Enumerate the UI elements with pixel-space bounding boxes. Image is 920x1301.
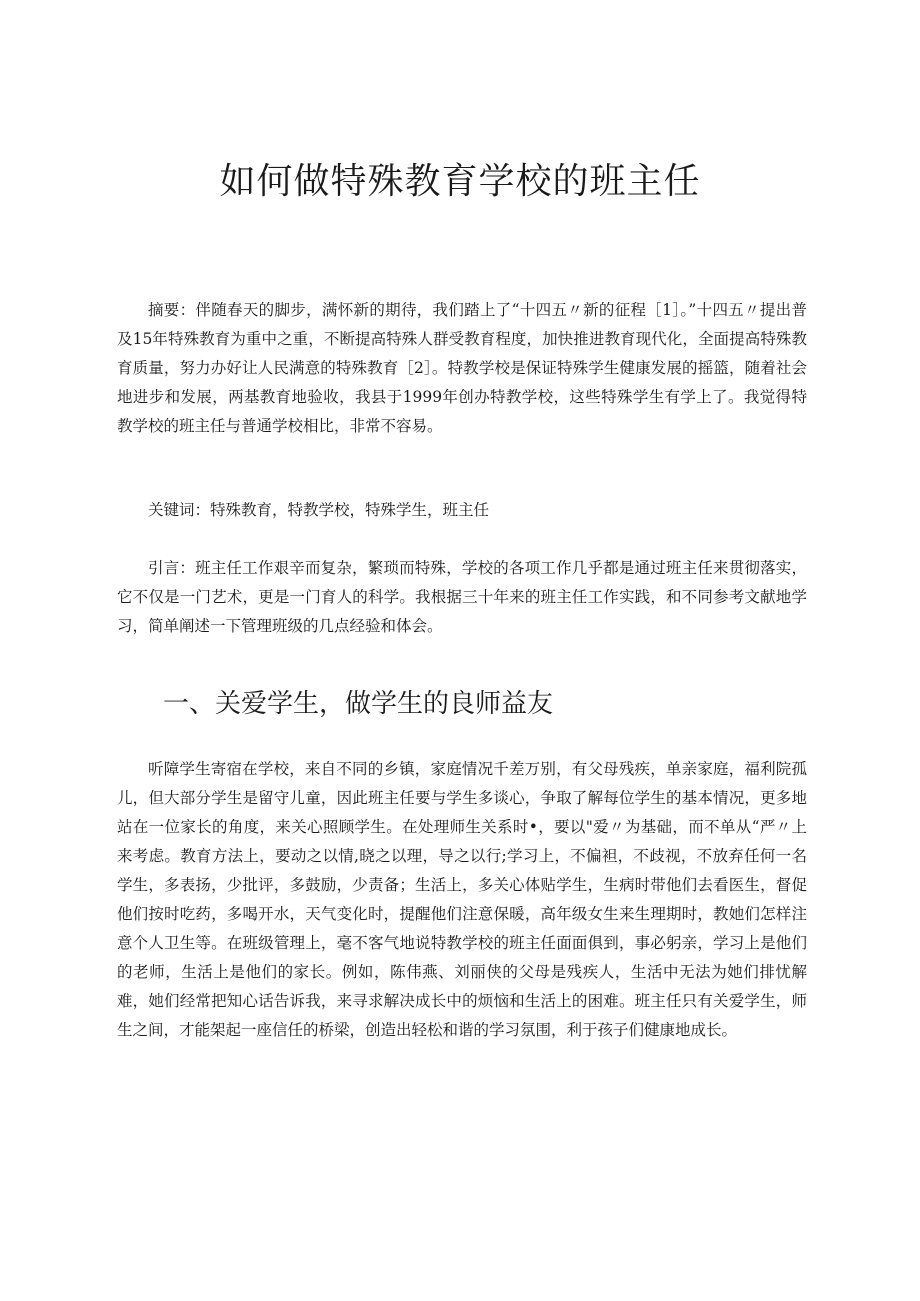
section-heading-1: 一、关爱学生，做学生的良师益友: [163, 689, 554, 719]
abstract-paragraph: 摘要：伴随春天的脚步，满怀新的期待，我们踏上了“十四五〃新的征程［1］。”十四五〃提出普及15年特殊教育为重中之重，不断提高特殊人群受教育程度，加快推进教育现代化，全面提高特殊教育质量，努力办好让人民满意的特殊教育［2］。特教学校是保证特殊学生健康发展的摇篮，随着社会地进步和发展，两基教育地验收，我县于1999年创办特教学校，这些特殊学生有学上了。我觉得特教学校的班主任与普通学校相比，非常不容易。: [117, 301, 807, 435]
keywords-paragraph: 关键词：特殊教育，特教学校，特殊学生，班主任: [148, 501, 490, 519]
section-1-body-paragraph: 听障学生寄宿在学校，来自不同的乡镇，家庭情况千差万别，有父母残疾，单亲家庭，福利院孤儿，但大部分学生是留守儿童，因此班主任要与学生多谈心，争取了解每位学生的基本情况，更多地站在一位家长的角度，来关心照顾学生。在处理师生关系时•，要以"爱〃为基础，而不单从“严〃上来考虑。教育方法上，要动之以情,晓之以理，导之以行;学习上，不偏袒，不歧视，不放弃任何一名学生，多表扬，少批评，多鼓励，少责备；生活上，多关心体贴学生，生病时带他们去看医生，督促他们按时吃药，多喝开水，天气变化时，提醒他们注意保暖，高年级女生来生理期时，教她们怎样注意个人卫生等。在班级管理上，毫不客气地说特教学校的班主任面面俱到，事必躬亲，学习上是他们的老师，生活上是他们的家长。例如，陈伟燕、刘丽侠的父母是残疾人，生活中无法为她们排忧解难，她们经常把知心话告诉我，来寻求解决成长中的烦恼和生活上的困难。班主任只有关爱学生，师生之间，才能架起一座信任的桥梁，创造出轻松和谐的学习氛围，利于孩子们健康地成长。: [117, 760, 807, 1039]
document-title: 如何做特殊教育学校的班主任: [219, 161, 701, 202]
introduction-paragraph: 引言：班主任工作艰辛而复杂，繁琐而特殊，学校的各项工作几乎都是通过班主任来贯彻落实，它不仅是一门艺术，更是一门育人的科学。我根据三十年来的班主任工作实践，和不同参考文献地学习，简单阐述一下管理班级的几点经验和体会。: [117, 559, 807, 635]
